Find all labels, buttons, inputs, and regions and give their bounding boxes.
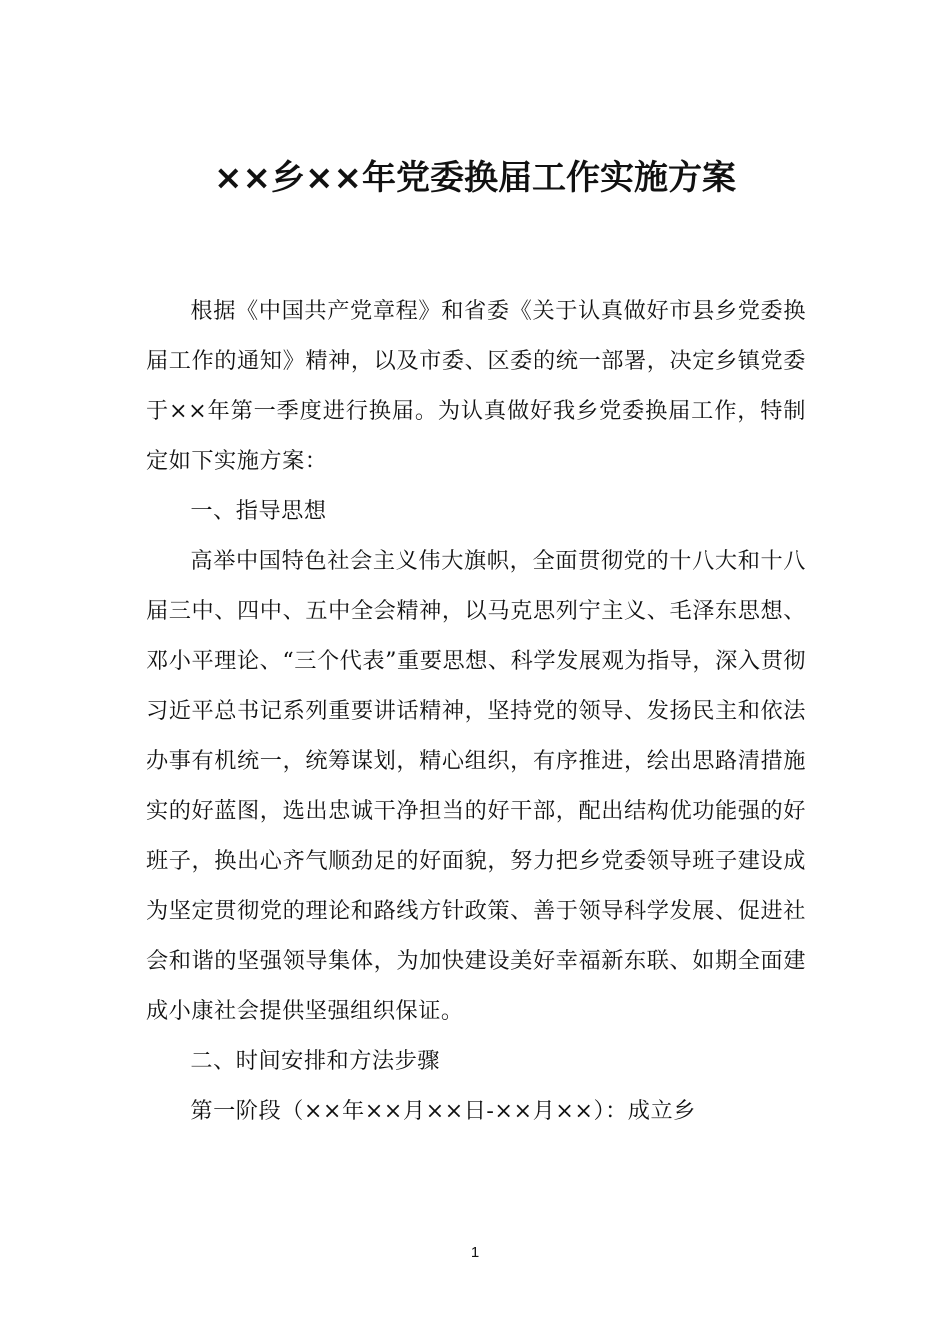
guiding-ideology-paragraph: 高举中国特色社会主义伟大旗帜，全面贯彻党的十八大和十八届三中、四中、五中全会精神，以马克思列宁主义、毛泽东思想、邓小平理论、“三个代表”重要思想、科学发展观为指导，深入贯彻习近平总书记系列重要讲话精神，坚持党的领导、发扬民主和依法办事有机统一，统筹谋划，精心组织，有序推进，绘出思路清措施实的好蓝图，选出忠诚干净担当的好干部，配出结构优功能强的好班子，换出心齐气顺劲足的好面貌，努力把乡党委领导班子建设成为坚定贯彻党的理论和路线方针政策、善于领导科学发展、促进社会和谐的坚强领导集体，为加快建设美好幸福新东联、如期全面建成小康社会提供坚强组织保证。 <box>146 548 806 1024</box>
page-number: 1 <box>470 1244 480 1261</box>
schedule-paragraph: 第一阶段（××年××月××日-××月××）：成立乡 <box>190 1098 696 1124</box>
intro-paragraph: 根据《中国共产党章程》和省委《关于认真做好市县乡党委换届工作的通知》精神，以及市委、区委的统一部署，决定乡镇党委于××年第一季度进行换届。为认真做好我乡党委换届工作，特制定如下实施方案： <box>146 298 806 474</box>
document-body <box>146 286 806 1136</box>
section-heading-guiding-ideology: 一、指导思想 <box>190 498 327 524</box>
section-heading-schedule: 二、时间安排和方法步骤 <box>190 1048 440 1074</box>
document-title: ××乡××年党委换届工作实施方案 <box>214 158 736 198</box>
